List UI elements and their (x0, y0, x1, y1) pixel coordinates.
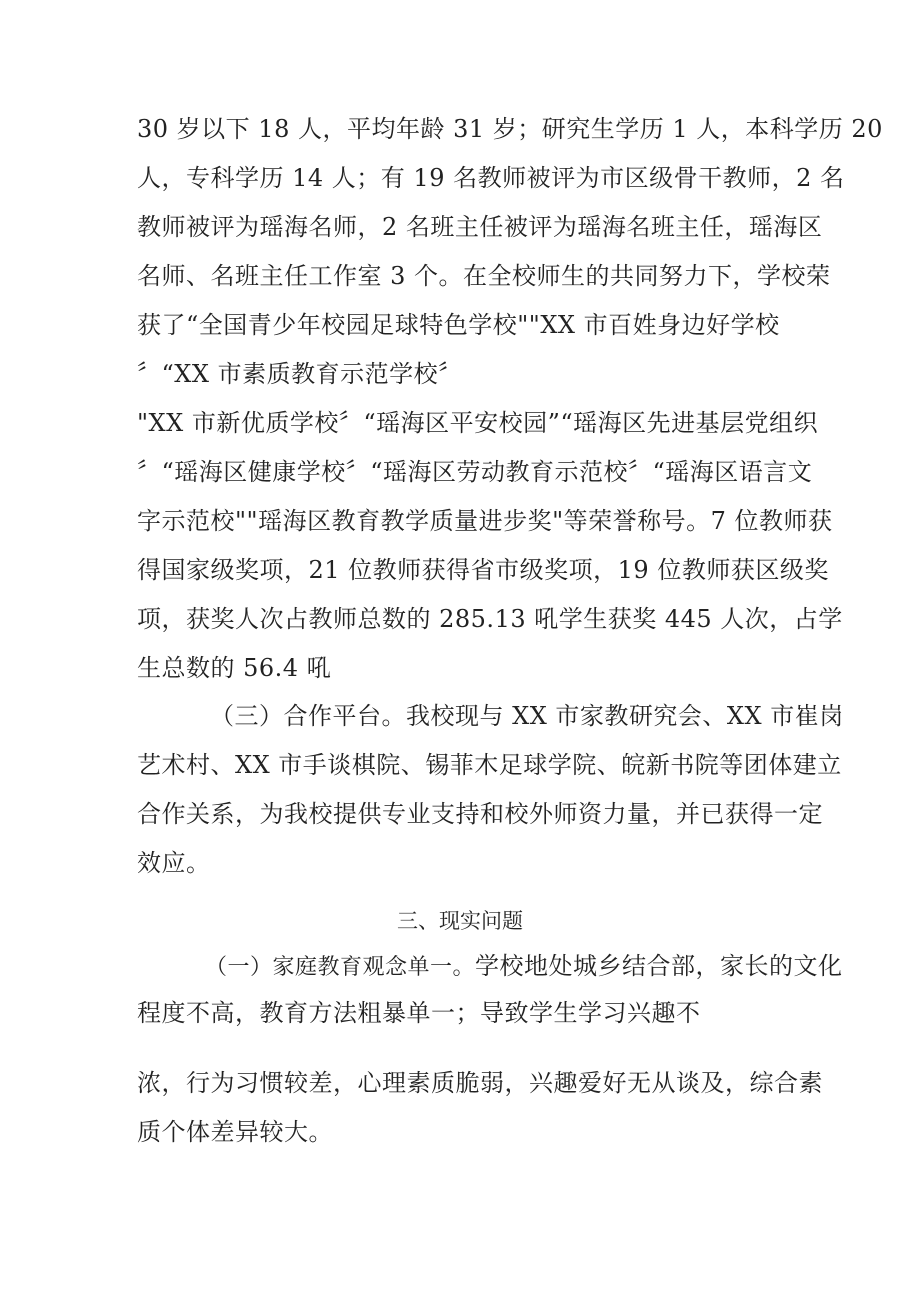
body-line: 人，专科学历 14 人；有 19 名教师被评为市区级骨干教师，2 名 (137, 164, 845, 192)
body-line: 程度不高，教育方法粗暴单一；导致学生学习兴趣不 (137, 999, 701, 1027)
section-heading: 三、现实问题 (397, 909, 523, 933)
body-line: 〞“瑶海区健康学校〞“瑶海区劳动教育示范校〞“瑶海区语言文 (137, 458, 813, 486)
body-line: 质个体差异较大。 (137, 1118, 333, 1146)
body-line: 30 岁以下 18 人，平均年龄 31 岁；研究生学历 1 人，本科学历 20 (137, 115, 883, 143)
body-line: 效应。 (137, 849, 211, 877)
body-line: 获了“全国青少年校园足球特色学校""XX 市百姓身边好学校 (137, 311, 780, 339)
item-1-title: （一）家庭教育观念单一。 (205, 955, 476, 980)
body-line: 得国家级奖项，21 位教师获得省市级奖项，19 位教师获区级奖 (137, 556, 829, 584)
body-line: 浓，行为习惯较差，心理素质脆弱，兴趣爱好无从谈及，综合素 (137, 1069, 823, 1097)
body-line: 项，获奖人次占教师总数的 285.13 吼学生获奖 445 人次，占学 (137, 605, 843, 633)
body-line: "XX 市新优质学校〞“瑶海区平安校园”“瑶海区先进基层党组织 (137, 409, 819, 437)
body-line: 教师被评为瑶海名师，2 名班主任被评为瑶海名班主任，瑶海区 (137, 213, 823, 241)
body-line: 字示范校""瑶海区教育教学质量进步奖"等荣誉称号。7 位教师获 (137, 507, 833, 535)
body-line: 合作关系，为我校提供专业支持和校外师资力量，并已获得一定 (137, 800, 823, 828)
item-1-text: 学校地处城乡结合部，家长的文化 (475, 952, 843, 980)
body-line: 艺术村、XX 市手谈棋院、锡菲木足球学院、皖新书院等团体建立 (137, 751, 842, 779)
body-line: 〞“XX 市素质教育示范学校〞 (137, 360, 463, 388)
body-line: 生总数的 56.4 吼 (137, 654, 332, 682)
paragraph-cooperation: （三）合作平台。我校现与 XX 市家教研究会、XX 市崔岗 (210, 702, 844, 730)
body-line: 名师、名班主任工作室 3 个。在全校师生的共同努力下，学校荣 (137, 262, 831, 290)
item-1-first-line (205, 951, 843, 983)
